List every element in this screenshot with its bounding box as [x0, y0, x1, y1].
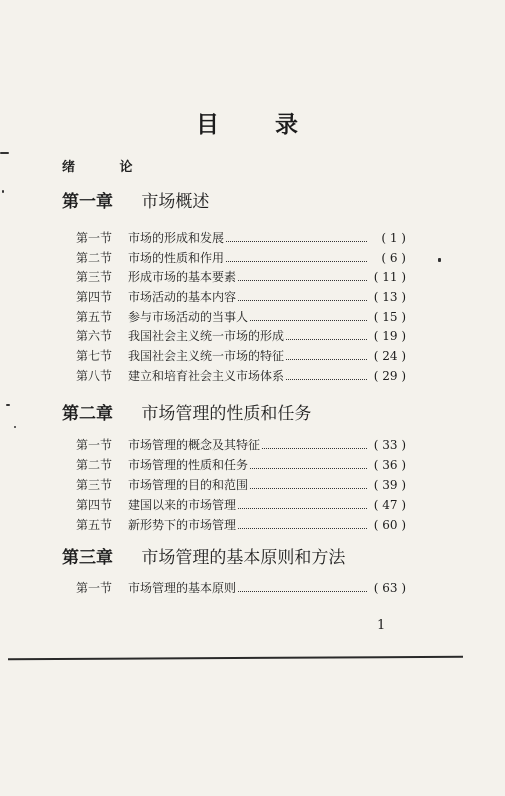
toc-entry	[76, 347, 406, 365]
page-ref: ( 19 )	[373, 329, 406, 343]
toc-entry	[76, 456, 406, 474]
section-title: 市场管理的基本原则	[128, 581, 237, 595]
scan-speck	[14, 426, 16, 428]
toc-entry	[76, 229, 406, 247]
page-ref: ( 39 )	[373, 478, 406, 492]
page-ref: ( 29 )	[373, 369, 406, 383]
scan-speck	[2, 190, 4, 193]
toc-entry	[76, 579, 406, 597]
page-ref: ( 60 )	[373, 518, 406, 532]
page-ref: ( 13 )	[373, 290, 406, 304]
toc-entry	[76, 288, 406, 306]
dot-leader	[238, 268, 367, 281]
dot-leader	[286, 367, 367, 380]
page-number: 1	[377, 618, 386, 633]
section-number: 第三节	[76, 270, 113, 284]
scan-speck	[0, 152, 9, 154]
scan-speck	[6, 404, 10, 406]
page-ref: ( 15 )	[373, 310, 406, 324]
section-number: 第一节	[76, 231, 113, 245]
chapter-title: 市场概述	[141, 192, 210, 212]
page-ref: ( 63 )	[373, 581, 406, 595]
chapter-heading-2	[62, 399, 311, 424]
scan-speck	[438, 258, 441, 262]
toc-entry	[76, 308, 406, 326]
dot-leader	[250, 476, 367, 489]
section-number: 第八节	[76, 369, 113, 383]
section-number: 第六节	[76, 329, 113, 343]
section-title: 市场管理的性质和任务	[128, 458, 249, 472]
chapter-number: 第二章	[62, 404, 113, 424]
toc-entry	[76, 268, 406, 286]
section-title: 建立和培育社会主义市场体系	[128, 369, 285, 383]
dot-leader	[238, 496, 367, 509]
section-title: 市场管理的目的和范围	[128, 478, 249, 492]
dot-leader	[238, 579, 367, 592]
section-title: 我国社会主义统一市场的形成	[128, 329, 285, 343]
section-number: 第三节	[76, 478, 113, 492]
section-title: 参与市场活动的当事人	[128, 310, 249, 324]
dot-leader	[250, 308, 367, 321]
chapter-number: 第三章	[62, 548, 113, 568]
page-ref: ( 6 )	[381, 251, 406, 265]
section-number: 第二节	[76, 251, 113, 265]
toc-entry	[76, 476, 406, 494]
chapter-heading-1	[62, 187, 209, 212]
dot-leader	[250, 456, 367, 469]
section-number: 第一节	[76, 438, 113, 452]
dot-leader	[238, 516, 367, 529]
dot-leader	[238, 288, 367, 301]
dot-leader	[286, 327, 367, 340]
page-ref: ( 36 )	[373, 458, 406, 472]
dot-leader	[286, 347, 367, 360]
dot-leader	[226, 229, 367, 242]
section-number: 第七节	[76, 349, 113, 363]
page-ref: ( 11 )	[373, 270, 406, 284]
page-ref: ( 33 )	[373, 438, 406, 452]
toc-entry	[76, 327, 406, 345]
toc-entry	[76, 367, 406, 385]
chapter-title: 市场管理的性质和任务	[141, 404, 312, 424]
chapter-number: 第一章	[62, 192, 113, 212]
chapter-heading-3	[62, 543, 345, 568]
section-title: 市场管理的概念及其特征	[128, 438, 261, 452]
section-number: 第二节	[76, 458, 113, 472]
toc-entry	[76, 496, 406, 514]
section-number: 第五节	[76, 310, 113, 324]
section-title: 市场活动的基本内容	[128, 290, 237, 304]
section-title: 市场的形成和发展	[128, 231, 225, 245]
toc-entry	[76, 249, 406, 267]
dot-leader	[226, 249, 367, 262]
page-ref: ( 1 )	[381, 231, 406, 245]
section-title: 新形势下的市场管理	[128, 518, 237, 532]
page-ref: ( 47 )	[373, 498, 406, 512]
page-ref: ( 24 )	[373, 349, 406, 363]
toc-entry	[76, 516, 406, 534]
section-title: 形成市场的基本要素	[128, 270, 237, 284]
section-number: 第五节	[76, 518, 113, 532]
section-title: 市场的性质和作用	[128, 251, 225, 265]
toc-entry	[76, 436, 406, 454]
toc-title: 目 录	[196, 111, 323, 138]
intro-heading: 绪 论	[62, 160, 153, 175]
section-title: 建国以来的市场管理	[128, 498, 237, 512]
section-number: 第四节	[76, 498, 113, 512]
dot-leader	[262, 436, 367, 449]
chapter-title: 市场管理的基本原则和方法	[141, 548, 346, 568]
bottom-rule	[8, 656, 463, 660]
section-title: 我国社会主义统一市场的特征	[128, 349, 285, 363]
section-number: 第一节	[76, 581, 113, 595]
section-number: 第四节	[76, 290, 113, 304]
